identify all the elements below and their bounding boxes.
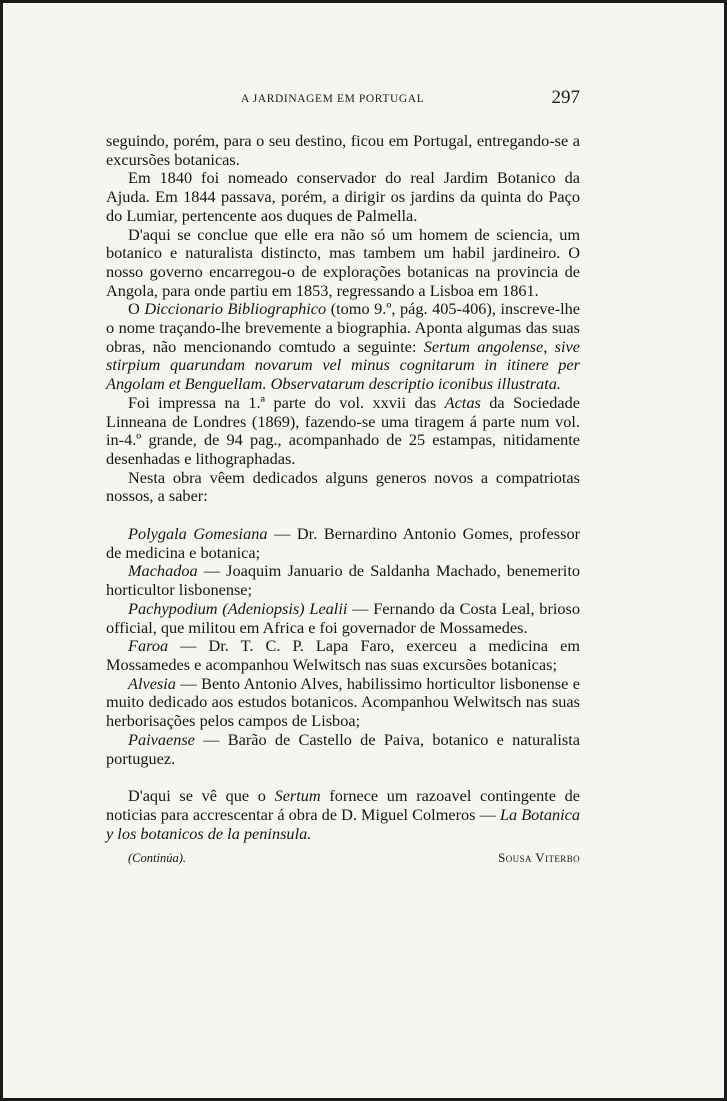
page-header (106, 87, 580, 111)
paragraph: Foi impressa na 1.ª parte do vol. xxvii das Actas da Sociedade Linneana de Londres (1869), fazendo-se uma tiragem á parte num vol. in-4.º grande, de 94 pag., acompanhado de 25 estampas, nitidamente desenhadas e lithographadas. (106, 392, 580, 468)
list-item: Alvesia — Bento Antonio Alves, habilissimo horticultor lisbonense e muito dedicado aos estudos botanicos. Acompanhou Welwitsch nas suas herborisações pelos campos de Lisboa; (106, 673, 580, 731)
paragraph: O Diccionario Bibliographico (tomo 9.º, pág. 405-406), inscreve-lhe o nome traçando-lhe brevemente a biographia. Aponta algumas das suas obras, não mencionando comtudo a seguinte: Sertum angolense, sive stirpium quarundam novarum vel minus cognitarum in itinere per Angolam et Benguellam. Observatarum descriptio iconibus illustrata. (106, 299, 581, 394)
page-footer (106, 849, 580, 868)
page-number: 297 (551, 87, 580, 108)
paragraph: Em 1840 foi nomeado conservador do real Jardim Botanico da Ajuda. Em 1844 passava, porém, a dirigir os jardins da quinta do Paço do Lumiar, pertencente aos duques de Palmella. (106, 168, 580, 225)
paragraph: D'aqui se conclue que elle era não só um homem de sciencia, um botanico e naturalista distincto, mas tambem um habil jardineiro. O nosso governo encarregou-o de explorações botanicas na provincia de Angola, para onde partiu em 1853, regressando a Lisboa em 1861. (106, 224, 580, 300)
paragraph: D'aqui se vê que o Sertum fornece um razoavel contingente de noticias para accrescentar á obra de D. Miguel Colmeros — La Botanica y los botanicos de la peninsula. (106, 786, 581, 843)
italic-title: Diccionario Bibliographico (144, 299, 327, 319)
list-item: Faroa — Dr. T. C. P. Lapa Faro, exerceu a medicina em Mossamedes e acompanhou Welwitsch nas suas excursões botanicas; (106, 636, 580, 674)
list-item: Paivaense — Barão de Castello de Paiva, botanico e naturalista portuguez. (106, 729, 580, 768)
list-item: Polygala Gomesiana — Dr. Bernardino Antonio Gomes, professor de medicina e botanica; (106, 524, 581, 562)
book-page (3, 3, 724, 1098)
page-body (106, 132, 580, 868)
list-item: Pachypodium (Adeniopsis) Lealii — Fernando da Costa Leal, brioso official, que militou em Africa e foi governador de Mossamedes. (106, 598, 581, 637)
genera-list (106, 525, 580, 768)
list-item: Machadoa — Joaquim Januario de Saldanha Machado, benemerito horticultor lisbonense; (106, 561, 580, 600)
author-signature: Sousa Viterbo (498, 850, 580, 866)
italic-title: Actas (444, 392, 481, 412)
italic-title: Sertum angolense, sive stirpium quarundam novarum vel minus cognitarum in itinere per Angolam et Benguellam. Observatarum descriptio iconibus illustrata. (106, 336, 580, 394)
continua-note: (Continúa). (128, 851, 186, 866)
paragraph: seguindo, porém, para o seu destino, ficou em Portugal, entregando-se a excursões botanicas. (106, 131, 580, 169)
running-title: A JARDINAGEM EM PORTUGAL (241, 93, 425, 105)
paragraph: Nesta obra vêem dedicados alguns generos novos a compatriotas nossos, a saber: (106, 467, 580, 506)
